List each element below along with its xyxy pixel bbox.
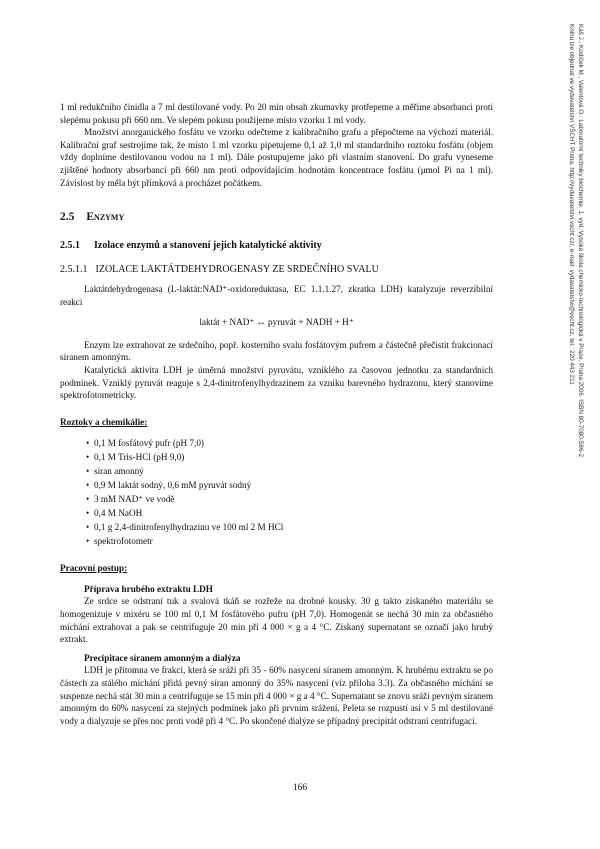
subsection-title: Izolace enzymů a stanovení jejich katalytické aktivity: [94, 239, 322, 251]
step-1-title: Příprava hrubého extraktu LDH: [84, 583, 213, 594]
list-item-text: spektrofotometr: [94, 536, 153, 547]
subsubsection-heading: [60, 264, 493, 277]
list-item: [60, 464, 493, 478]
section-title: Enzymy: [86, 211, 125, 224]
list-item-text: síran amonný: [94, 466, 144, 477]
list-item: [60, 534, 493, 548]
subsection-number: 2.5.1: [60, 239, 80, 251]
list-item-text: 0,4 M NaOH: [94, 508, 143, 519]
chemicals-heading: Roztoky a chemikálie:: [60, 416, 148, 427]
list-item: [60, 492, 493, 506]
bullet: •: [86, 508, 90, 519]
ldh-paragraph-2: Enzym lze extrahovat ze srdečního, popř. kosterního svalu fosfátovým pufrem a částečně přečistit frakcionací síranem amonným.: [60, 339, 493, 363]
bullet: •: [86, 466, 90, 477]
bullet: •: [86, 480, 90, 491]
ldh-paragraph-1: Laktátdehydrogenasa (L-laktát:NAD⁺-oxidoreduktasa, EC 1.1.1.27, zkratka LDH) katalyzuje reverzibilní reakci: [60, 283, 493, 307]
list-item-text: 0,1 g 2,4-dinitrofenylhydrazinu ve 100 ml 2 M HCl: [94, 522, 284, 533]
chemicals-list: [60, 436, 493, 548]
list-item: [60, 450, 493, 464]
bullet: •: [86, 438, 90, 449]
page-number: 166: [292, 783, 308, 793]
list-item: [60, 436, 493, 450]
list-item: [60, 520, 493, 534]
intro-paragraph-1: 1 ml redukčního činidla a 7 ml destilované vody. Po 20 min obsah zkumavky protřepeme a měříme absorbanci proti slepému pokusu při 660 nm. Ve slepém pokusu použijeme místo vzorku 1 ml vody.: [60, 102, 493, 125]
page-content: [60, 101, 493, 727]
list-item-text: 0,1 M fosfátový pufr (pH 7,0): [94, 438, 204, 449]
intro-paragraph-2: Množství anorganického fosfátu ve vzorku odečteme z kalibračního grafu a přepočteme na výchozí materiál. Kalibrační graf sestrojíme tak, že místo 1 ml vzorku pipetujeme 0,1 až 1,0 ml standardního roztoku fosfátu (objem vždy doplníme destilovanou vodou na 1 ml). Dále postupujeme jako při vlastním stanovení. Do grafu vyneseme zjištěné hodnoty absorbancí při 660 nm proti odpovídajícím hodnotám koncentrace fosfátu (μmol Pi na 1 ml). Závislost by měla být přímková a procházet počátkem.: [60, 127, 493, 188]
bullet: •: [86, 494, 90, 505]
ldh-paragraph-3: Katalytická aktivita LDH je úměrná množství pyruvátu, vzniklého za časovou jednotku za standardních podmínek. Vzniklý pyruvát reaguje s 2,4-dinitrofenylhydrazinem za vzniku barevného hydrazonu, který stanovíme spektrofotometricky.: [60, 364, 493, 401]
reaction-equation: laktát + NAD⁺ ↔ pyruvát + NADH + H⁺: [199, 317, 354, 328]
step-1-text: Ze srdce se odstraní tuk a svalová tkáň se rozřeže na drobné kousky. 30 g takto získaného materiálu se homogenizuje v mixéru se 100 ml 0,1 M fosfátového pufru (pH 7,0). Homogenát se nechá 30 min za občasného míchání extrahovat a pak se centrifuguje 20 min při 4 000 × g a 4 °C. Získaný supernatant se označí jako hrubý extrakt.: [60, 596, 493, 645]
subsubsection-title: IZOLACE LAKTÁTDEHYDROGENASY ZE SRDEČNÍHO SVALU: [95, 264, 379, 276]
procedure-heading: Pracovní postup:: [60, 563, 128, 574]
side-citation-line-1: Káš J., Kodíček M., Valentová O.: Laboratorní techniky biochemie. 1. vyd. Vysoká škola chemicko-technologická v Praze, Praha 2006. ISBN 80-7080-586-2: [577, 24, 584, 457]
side-citation-line-2: Knihu lze objednat ve vydavatelství VŠCHT Praha, http://vydavatelstvi.vscht.cz/, e-mail: vydavatelstvi@vscht.cz, tel.: 220 443 211: [568, 24, 576, 385]
bullet: •: [86, 452, 90, 463]
step-2-title: Precipitace síranem amonným a dialýza: [84, 652, 241, 663]
list-item: [60, 478, 493, 492]
step-2-text: LDH je přítomna ve frakci, která se sráží při 35 - 60% nasycení síranem amonným. K hrubému extraktu se po částech za stálého míchání přidá pevný síran amonný do 35% nasycení (viz příloha 3.3). Za občasného míchání se suspenze nechá stát 30 min a centrifuguje se 15 min při 4 000 × g a 4 °C. Supernatant se znovu sráží pevným síranem amonným do 60% nasycení za stejných podmínek jako při prvním srážení. Peleta se rozpustí asi v 5 ml destilované vody a dialyzuje se přes noc proti vodě při 4 °C. Po skončené dialýze se případný precipitát odstraní centrifugací.: [60, 665, 493, 726]
list-item-text: 3 mM NAD⁺ ve vodě: [94, 494, 175, 505]
subsection-heading: [60, 240, 493, 253]
bullet: •: [86, 536, 90, 547]
section-heading: [60, 211, 493, 224]
section-number: 2.5: [60, 211, 75, 224]
list-item: [60, 506, 493, 520]
list-item-text: 0,1 M Tris-HCl (pH 9,0): [94, 452, 185, 463]
side-citation: [567, 24, 584, 844]
subsubsection-number: 2.5.1.1: [60, 264, 88, 276]
bullet: •: [86, 522, 90, 533]
list-item-text: 0,9 M laktát sodný, 0,6 mM pyruvát sodný: [94, 480, 252, 491]
